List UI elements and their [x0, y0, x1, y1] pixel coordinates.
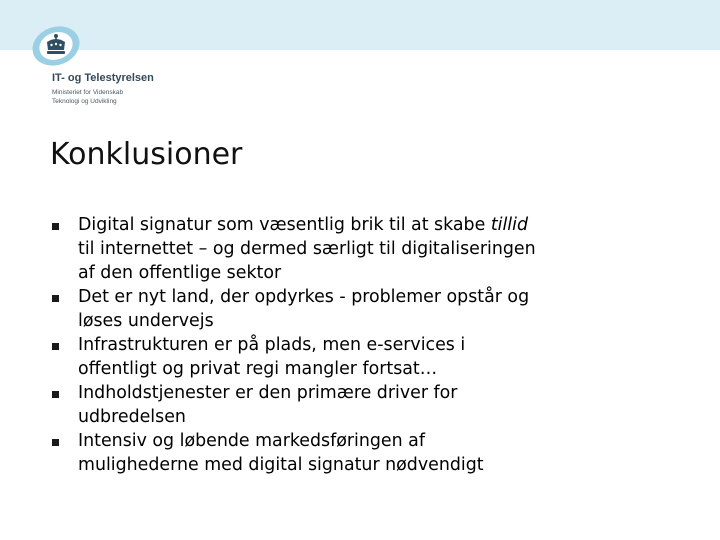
bullet-square-icon	[52, 223, 59, 230]
organization-name-block	[52, 72, 154, 106]
slide-title: Konklusioner	[50, 137, 243, 172]
bullet-item	[52, 333, 662, 381]
bullet-line: Det er nyt land, der opdyrkes - problemer opstår og	[78, 287, 530, 307]
bullet-item	[52, 429, 662, 477]
organization-name: IT- og Telestyrelsen	[52, 72, 154, 84]
bullet-line: Indholdstjenester er den primære driver for	[78, 383, 458, 403]
emphasis-text: tillid	[490, 215, 528, 235]
bullet-item	[52, 213, 662, 285]
bullet-line: løses undervejs	[78, 311, 214, 331]
bullet-line: Digital signatur som væsentlig brik til at skabe tillid	[78, 215, 528, 235]
crown-logo-icon	[28, 20, 84, 72]
bullet-item	[52, 381, 662, 429]
bullet-square-icon	[52, 391, 59, 398]
bullet-list	[52, 213, 662, 477]
ministry-line-1: Ministeriet for Videnskab	[52, 89, 124, 96]
bullet-line: Infrastrukturen er på plads, men e-services i	[78, 335, 466, 355]
bullet-line: af den offentlige sektor	[78, 263, 282, 283]
header-band	[0, 0, 720, 50]
bullet-item	[52, 285, 662, 333]
bullet-square-icon	[52, 343, 59, 350]
bullet-square-icon	[52, 295, 59, 302]
bullet-square-icon	[52, 439, 59, 446]
bullet-line: udbredelsen	[78, 407, 186, 427]
bullet-line: offentligt og privat regi mangler fortsat…	[78, 359, 438, 379]
bullet-line: til internettet – og dermed særligt til digitaliseringen	[78, 239, 536, 259]
bullet-line: Intensiv og løbende markedsføringen af	[78, 431, 425, 451]
ministry-line-2: Teknologi og Udvikling	[52, 97, 117, 105]
bullet-line: mulighederne med digital signatur nødvendigt	[78, 455, 484, 475]
